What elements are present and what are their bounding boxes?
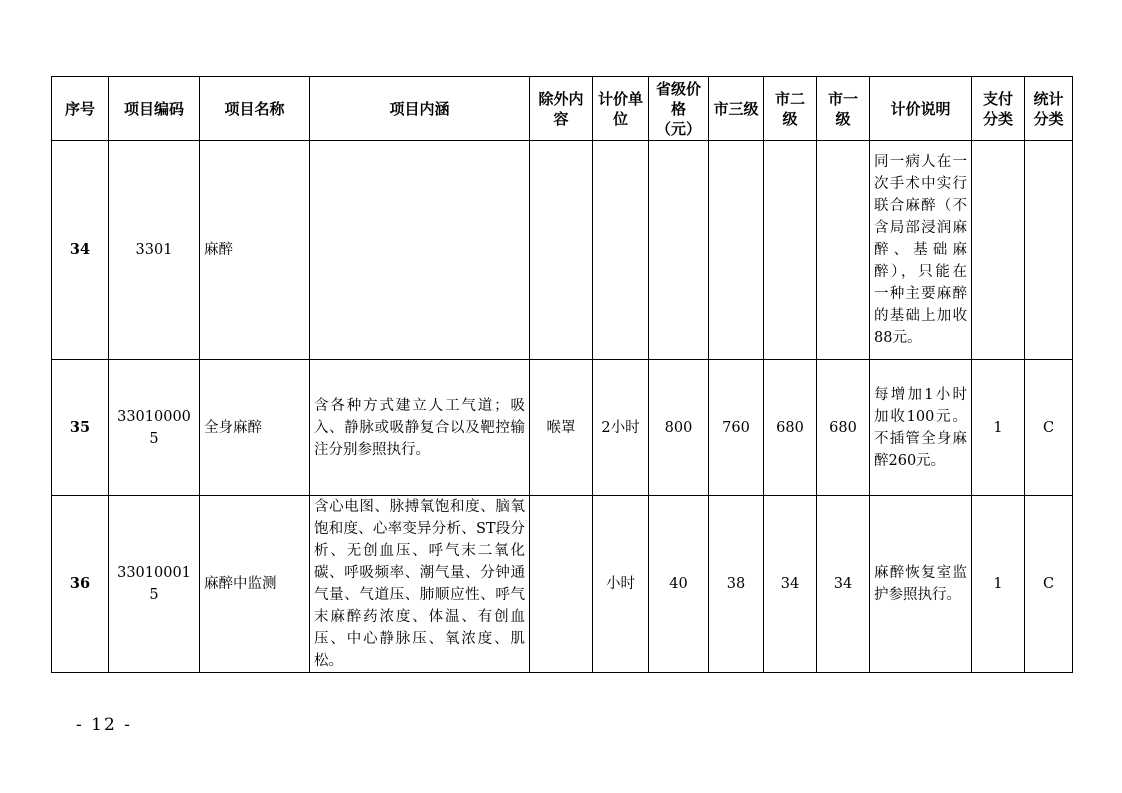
cell-note: 同一病人在一次手术中实行联合麻醉（不含局部浸润麻醉、基础麻醉），只能在一种主要麻醉的基础上加收88元。 xyxy=(870,141,972,360)
cell-city2: 34 xyxy=(764,496,817,673)
cell-note: 每增加1小时加收100元。不插管全身麻醉260元。 xyxy=(870,360,972,496)
header-content: 项目内涵 xyxy=(310,77,530,141)
cell-seq: 35 xyxy=(52,360,109,496)
cell-content: 含心电图、脉搏氧饱和度、脑氧饱和度、心率变异分析、ST段分析、无创血压、呼气末二氧化碳、呼吸频率、潮气量、分钟通气量、气道压、肺顺应性、呼气末麻醉药浓度、体温、有创血压、中心静脉压、氧浓度、肌松。 xyxy=(310,496,530,673)
cell-code: 330100005 xyxy=(109,360,200,496)
header-code: 项目编码 xyxy=(109,77,200,141)
header-unit: 计价单位 xyxy=(593,77,649,141)
cell-provincial-price: 800 xyxy=(649,360,709,496)
cell-name: 全身麻醉 xyxy=(200,360,310,496)
cell-city2: 680 xyxy=(764,360,817,496)
cell-unit: 小时 xyxy=(593,496,649,673)
cell-excluded: 喉罩 xyxy=(530,360,593,496)
cell-stat xyxy=(1025,141,1073,360)
cell-unit: 2小时 xyxy=(593,360,649,496)
header-city2: 市二级 xyxy=(764,77,817,141)
cell-city2 xyxy=(764,141,817,360)
cell-content: 含各种方式建立人工气道；吸入、静脉或吸静复合以及靶控输注分别参照执行。 xyxy=(310,360,530,496)
cell-excluded xyxy=(530,496,593,673)
header-stat: 统计分类 xyxy=(1025,77,1073,141)
cell-seq: 36 xyxy=(52,496,109,673)
cell-unit xyxy=(593,141,649,360)
header-city3: 市三级 xyxy=(709,77,764,141)
cell-stat: C xyxy=(1025,360,1073,496)
header-pay: 支付分类 xyxy=(972,77,1025,141)
cell-city1: 34 xyxy=(817,496,870,673)
cell-stat: C xyxy=(1025,496,1073,673)
cell-city3 xyxy=(709,141,764,360)
header-provincial-price: 省级价格（元） xyxy=(649,77,709,141)
cell-name: 麻醉 xyxy=(200,141,310,360)
table-header-row xyxy=(52,77,1073,141)
cell-seq: 34 xyxy=(52,141,109,360)
cell-city3: 760 xyxy=(709,360,764,496)
cell-provincial-price: 40 xyxy=(649,496,709,673)
table-row xyxy=(52,496,1073,673)
cell-note: 麻醉恢复室监护参照执行。 xyxy=(870,496,972,673)
cell-provincial-price xyxy=(649,141,709,360)
cell-excluded xyxy=(530,141,593,360)
table-row xyxy=(52,360,1073,496)
cell-code: 330100015 xyxy=(109,496,200,673)
cell-city1 xyxy=(817,141,870,360)
page-number: - 12 - xyxy=(76,715,132,735)
cell-pay: 1 xyxy=(972,496,1025,673)
cell-pay xyxy=(972,141,1025,360)
header-excluded: 除外内容 xyxy=(530,77,593,141)
cell-name: 麻醉中监测 xyxy=(200,496,310,673)
header-city1: 市一级 xyxy=(817,77,870,141)
cell-pay: 1 xyxy=(972,360,1025,496)
header-seq: 序号 xyxy=(52,77,109,141)
table-row xyxy=(52,141,1073,360)
price-table xyxy=(51,76,1073,673)
cell-code: 3301 xyxy=(109,141,200,360)
cell-content xyxy=(310,141,530,360)
cell-city1: 680 xyxy=(817,360,870,496)
header-name: 项目名称 xyxy=(200,77,310,141)
cell-city3: 38 xyxy=(709,496,764,673)
header-note: 计价说明 xyxy=(870,77,972,141)
